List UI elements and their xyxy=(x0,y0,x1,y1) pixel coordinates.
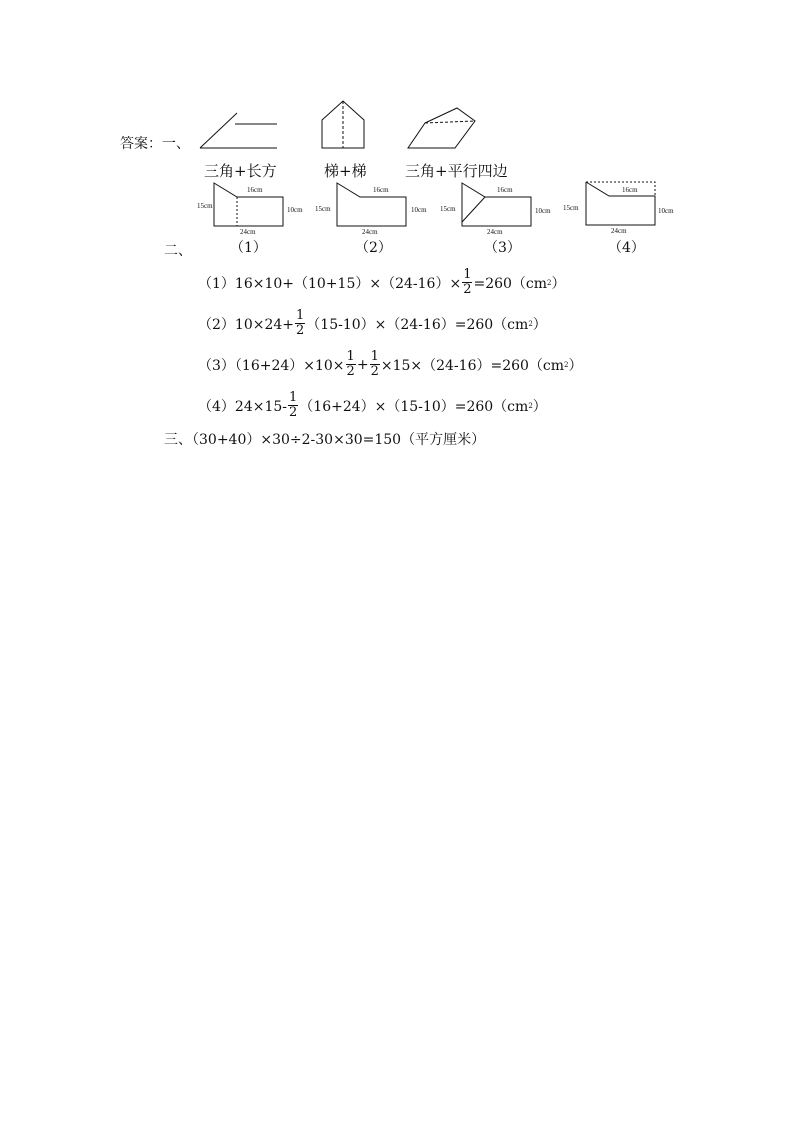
eq3-exponent: 2 xyxy=(564,360,569,369)
fig4-right-label: 10cm xyxy=(658,207,674,215)
shape-sketch-triangle-parallelogram xyxy=(405,103,485,151)
fraction-numerator: 1 xyxy=(346,349,355,364)
fraction-denominator: 2 xyxy=(346,364,355,379)
fraction-numerator: 1 xyxy=(463,267,472,282)
fraction-denominator: 2 xyxy=(463,282,472,297)
fraction-denominator: 2 xyxy=(370,364,379,379)
fig4-left-label: 15cm xyxy=(563,204,579,212)
fig3-left-label: 15cm xyxy=(440,205,456,213)
equation-4 xyxy=(198,391,547,420)
fraction-denominator: 2 xyxy=(296,323,305,338)
eq1-exponent: 2 xyxy=(547,278,552,287)
eq4-part-c: ） xyxy=(532,398,547,415)
fig3-top-label: 16cm xyxy=(497,186,513,194)
fig2-top-label: 16cm xyxy=(373,186,389,194)
eq1-part-c: ） xyxy=(551,275,566,292)
fig1-right-label: 10cm xyxy=(287,206,303,214)
eq2-part-c: ） xyxy=(532,316,547,333)
fig2-bottom-label: 24cm xyxy=(362,228,378,236)
eq3-part-a: （3）（16+24）×10× xyxy=(198,357,345,374)
fraction-denominator: 2 xyxy=(289,405,298,420)
eq2-exponent: 2 xyxy=(528,319,533,328)
equation-1 xyxy=(198,268,566,297)
fig2-left-label: 15cm xyxy=(315,205,331,213)
eq2-part-b: （15-10）×（24-16）=260（cm xyxy=(306,316,529,333)
eq1-part-a: （1）16×10+（10+15）×（24-16）× xyxy=(198,275,462,292)
fraction-numerator: 1 xyxy=(296,308,305,323)
caption-trapezoid-trapezoid: 梯+梯 xyxy=(324,162,367,180)
fraction-numerator: 1 xyxy=(370,349,379,364)
equation-2 xyxy=(198,309,547,338)
fig1-bottom-label: 24cm xyxy=(240,228,256,236)
section-1-number: 一、 xyxy=(162,136,190,152)
caption-triangle-parallelogram: 三角+平行四边 xyxy=(405,162,508,180)
eq4-fraction xyxy=(288,391,298,420)
fraction-numerator: 1 xyxy=(289,390,298,405)
eq2-part-a: （2）10×24+ xyxy=(198,316,294,333)
caption-triangle-rectangle: 三角+长方 xyxy=(204,162,277,180)
fig3-right-label: 10cm xyxy=(535,207,551,215)
shape-sketch-two-trapezoids xyxy=(318,98,368,150)
figure-number-3: （3） xyxy=(484,240,521,256)
fig2-right-label: 10cm xyxy=(411,206,427,214)
eq1-part-b: =260（cm xyxy=(473,275,548,292)
fig1-top-label: 16cm xyxy=(247,186,263,194)
eq3-part-d: ） xyxy=(568,357,583,374)
figure-number-1: （1） xyxy=(230,240,267,256)
eq2-fraction xyxy=(295,309,305,338)
answer-label-text: 答案： xyxy=(120,136,162,152)
equation-3 xyxy=(198,350,583,379)
eq3-fraction-2 xyxy=(370,350,380,379)
answer-label xyxy=(120,136,190,152)
figure-number-4: （4） xyxy=(608,240,645,256)
section-3-text: 三、（30+40）×30÷2-30×30=150（平方厘米） xyxy=(164,432,486,448)
figure-4-diagram xyxy=(585,181,657,227)
figure-number-2: （2） xyxy=(355,240,392,256)
fig3-bottom-label: 24cm xyxy=(487,228,503,236)
fig4-top-label: 16cm xyxy=(622,186,638,194)
eq4-exponent: 2 xyxy=(528,401,533,410)
eq3-part-b: + xyxy=(356,356,369,373)
eq3-fraction-1 xyxy=(346,350,356,379)
eq3-part-c: ×15×（24-16）=260（cm xyxy=(380,357,565,374)
eq4-part-a: （4）24×15- xyxy=(198,398,287,415)
fig1-left-label: 15cm xyxy=(197,202,213,210)
section-2-number: 二、 xyxy=(164,243,192,259)
fig4-bottom-label: 24cm xyxy=(611,227,627,235)
shape-sketch-triangle-rectangle xyxy=(195,108,280,150)
eq1-fraction xyxy=(462,268,472,297)
eq4-part-b: （16+24）×（15-10）=260（cm xyxy=(299,398,529,415)
figure-2-diagram xyxy=(336,182,408,228)
